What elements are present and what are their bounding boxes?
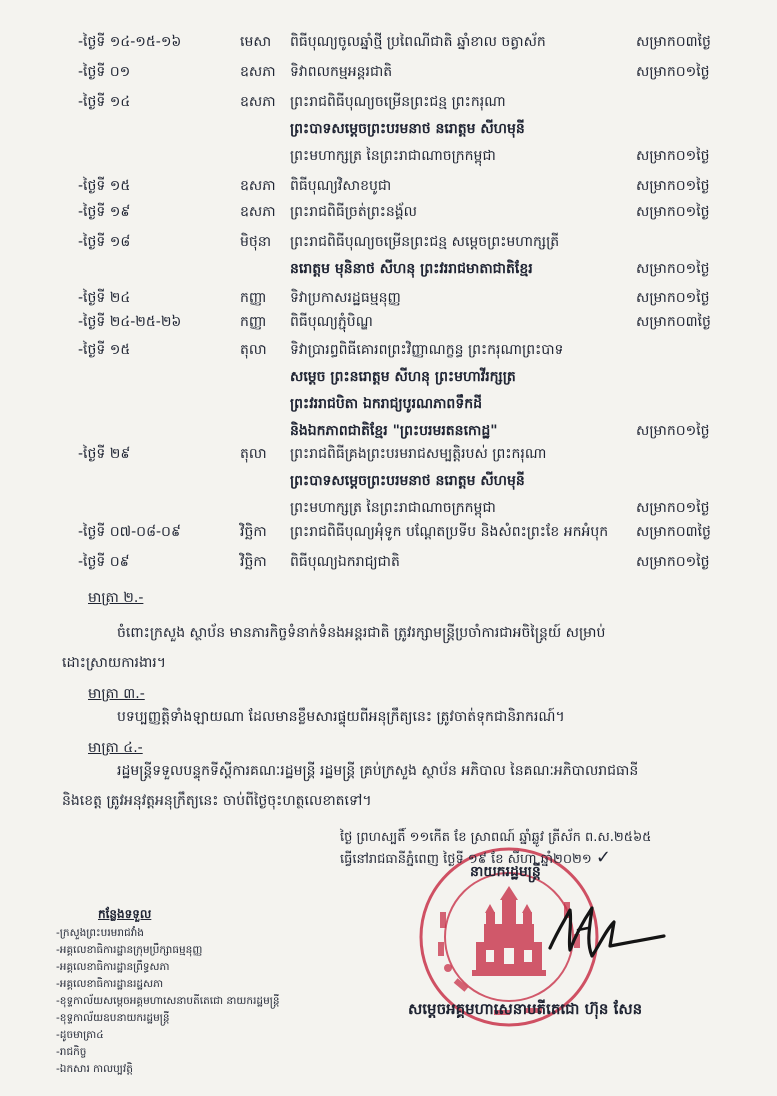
holiday-day: -ថ្ងៃទី ០៧-០៨-០៩	[78, 524, 181, 540]
recipient-item: -រាជកិច្ច	[56, 1046, 87, 1058]
holiday-days-off: សម្រាក០១ថ្ងៃ	[636, 290, 710, 306]
holiday-description-line: ពិធីបុណ្យចូលឆ្នាំថ្មី ប្រពៃណីជាតិ ឆ្នាំខាល ចត្វាស័ក	[290, 34, 546, 50]
holiday-description	[290, 288, 630, 315]
holiday-description-line: ទិវាប្រកាសរដ្ឋធម្មនុញ្ញ	[290, 290, 401, 306]
recipient-item: -ខុទ្ទកាល័យសម្តេចអគ្គមហាសេនាបតីតេជោ នាយករដ្ឋមន្ត្រី	[56, 995, 280, 1007]
lunar-date: ថ្ងៃ ព្រហស្បតិ៍ ១១កើត ខែ ស្រាពណ៍ ឆ្នាំឆ្លូវ ត្រីស័ក ព.ស.២៥៦៥	[340, 830, 652, 845]
article-3-text	[62, 702, 742, 732]
holiday-month: ឧសភា	[240, 64, 276, 80]
holiday-description-line: ព្រះរាជពិធីច្រត់ព្រះនង្គ័ល	[290, 204, 418, 220]
holiday-days-off: សម្រាក០១ថ្ងៃ	[636, 554, 710, 570]
holiday-description-line: និងឯកភាពជាតិខ្មែរ "ព្រះបរមរតនកោដ្ឋ"	[290, 423, 498, 439]
holiday-description-line: ព្រះមហាក្សត្រ នៃព្រះរាជាណាចក្រកម្ពុជា	[290, 500, 496, 516]
holiday-day: -ថ្ងៃទី ១៥	[78, 342, 131, 358]
holiday-day: -ថ្ងៃទី ២៩	[78, 446, 131, 462]
holiday-description	[290, 552, 630, 579]
holiday-day: -ថ្ងៃទី ១៩	[78, 204, 131, 220]
checkmark-icon: ✓	[595, 847, 611, 868]
holiday-month: វិច្ឆិកា	[240, 524, 267, 540]
holiday-days-off: សម្រាក០៣ថ្ងៃ	[636, 524, 711, 540]
holiday-days-off: សម្រាក០៣ថ្ងៃ	[636, 34, 711, 50]
recipient-item: -អគ្គលេខាធិការដ្ឋានរដ្ឋសភា	[56, 978, 164, 990]
article-2-line-1: ចំពោះក្រសួង ស្ថាប័ន មានភារកិច្ចទំនាក់ទំនងអន្តរជាតិ ត្រូវរក្សាមន្ត្រីប្រចាំការជាអចិន្ត្រៃយ៍ សម្រាប់	[117, 625, 606, 641]
holiday-days-off: សម្រាក០៣ថ្ងៃ	[636, 314, 711, 330]
holiday-day: -ថ្ងៃទី ១៥	[78, 178, 131, 194]
holiday-description-line: ព្រះរាជពិធីគ្រងព្រះបរមរាជសម្បត្តិរបស់ ព្រះករុណា	[290, 446, 547, 462]
holiday-month: វិច្ឆិកា	[240, 554, 267, 570]
signer-name: សម្តេចអគ្គមហាសេនាបតីតេជោ ហ៊ុន សែន	[408, 1000, 643, 1018]
holiday-description	[290, 444, 630, 525]
holiday-description-line: ពិធីបុណ្យឯករាជ្យជាតិ	[290, 554, 400, 570]
holiday-description	[290, 522, 630, 549]
holiday-days-off: សម្រាក០១ថ្ងៃ	[636, 500, 710, 516]
holiday-month: ឧសភា	[240, 204, 276, 220]
holiday-month: ឧសភា	[240, 178, 276, 194]
holiday-day: -ថ្ងៃទី ១៤-១៥-១៦	[78, 34, 182, 50]
holiday-days-off: សម្រាក០១ថ្ងៃ	[636, 204, 710, 220]
holiday-description	[290, 202, 630, 229]
recipient-item: -ដូចមាត្រា៤	[56, 1029, 104, 1041]
holiday-description	[290, 92, 630, 173]
holiday-description-line: ព្រះរាជពិធីបុណ្យចម្រើនព្រះជន្ម សម្តេចព្រះមហាក្សត្រី	[290, 234, 560, 250]
holiday-description	[290, 176, 630, 203]
article-2-line-2: ដោះស្រាយការងារ។	[62, 655, 166, 671]
holiday-days-off: សម្រាក០១ថ្ងៃ	[636, 178, 710, 194]
holiday-month: តុលា	[240, 446, 267, 462]
holiday-description-line: នរោត្តម មុនិនាថ សីហនុ ព្រះវររាជមាតាជាតិខ្មែរ	[290, 261, 533, 277]
decree-date-block	[340, 828, 760, 870]
article-4-line-1: រដ្ឋមន្ត្រីទទួលបន្ទុកទីស្តីការគណៈរដ្ឋមន្ត្រី រដ្ឋមន្ត្រី គ្រប់ក្រសួង ស្ថាប័ន អភិបាល នៃគណៈអភិបាលរាជធានី	[117, 763, 639, 779]
article-2-title: មាត្រា ២.-	[88, 590, 144, 606]
holiday-description-line: ទិវាប្រារព្ធពិធីគោរពព្រះវិញ្ញាណក្ខន្ធ ព្រះករុណាព្រះបាទ	[290, 342, 564, 358]
holiday-month: តុលា	[240, 342, 267, 358]
prime-minister-title: នាយករដ្ឋមន្ត្រី	[470, 864, 541, 880]
article-4-title: មាត្រា ៤.-	[88, 740, 143, 756]
holiday-description	[290, 340, 630, 448]
solar-date	[340, 848, 760, 870]
holiday-day: -ថ្ងៃទី ០១	[78, 64, 131, 80]
signature-icon	[540, 890, 670, 970]
holiday-description-line: សម្តេច ព្រះនរោត្តម សីហនុ ព្រះមហាវីរក្សត្រ	[290, 369, 516, 385]
holiday-description-line: ព្រះមហាក្សត្រ នៃព្រះរាជាណាចក្រកម្ពុជា	[290, 148, 496, 164]
article-4-line-2: និងខេត្ត ត្រូវអនុវត្តអនុក្រឹត្យនេះ ចាប់ពីថ្ងៃចុះហត្ថលេខាតទៅ។	[62, 793, 372, 809]
holiday-description-line: ព្រះបាទសម្តេចព្រះបរមនាថ នរោត្តម សីហមុនី	[290, 473, 525, 489]
holiday-day: -ថ្ងៃទី ២៤-២៥-២៦	[78, 314, 182, 330]
holiday-description	[290, 312, 630, 339]
holiday-day: -ថ្ងៃទី ១៨	[78, 234, 131, 250]
recipients-list	[56, 925, 280, 1078]
holiday-days-off: សម្រាក០១ថ្ងៃ	[636, 148, 710, 164]
holiday-description-line: ពិធីបុណ្យភ្ជុំបិណ្ឌ	[290, 314, 373, 330]
article-3-title: មាត្រា ៣.-	[88, 686, 145, 702]
holiday-days-off: សម្រាក០១ថ្ងៃ	[636, 423, 710, 439]
holiday-month: កញ្ញា	[240, 290, 267, 306]
holiday-day: -ថ្ងៃទី ០៩	[78, 554, 130, 570]
recipient-item: -អគ្គលេខាធិការដ្ឋានព្រឹទ្ធសភា	[56, 961, 170, 973]
holiday-day: -ថ្ងៃទី ១៤	[78, 94, 131, 110]
holiday-description	[290, 232, 630, 286]
article-4-text	[62, 756, 742, 816]
holiday-month: មិថុនា	[240, 234, 272, 250]
holiday-description-line: ព្រះរាជពិធីបុណ្យអុំទូក បណ្តែតប្រទីប និងសំពះព្រះខែ អកអំបុក	[290, 524, 609, 540]
recipient-item: -ខុទ្ទកាល័យឧបនាយករដ្ឋមន្ត្រី	[56, 1012, 170, 1024]
holiday-description	[290, 32, 630, 59]
recipient-item: -ក្រសួងព្រះបរមរាជវាំង	[56, 927, 144, 939]
recipient-item: -អគ្គលេខាធិការដ្ឋានក្រុមប្រឹក្សាធម្មនុញ្ញ	[56, 944, 203, 956]
holiday-description-line: ទិវាពលកម្មអន្តរជាតិ	[290, 64, 393, 80]
holiday-description-line: ព្រះបាទសម្តេចព្រះបរមនាថ នរោត្តម សីហមុនី	[290, 121, 525, 137]
holiday-month: កញ្ញា	[240, 314, 267, 330]
holiday-description-line: ព្រះវររាជបិតា ឯករាជ្យបូរណភាពទឹកដី	[290, 396, 482, 412]
recipient-item: -ឯកសារ កាលប្បវត្តិ	[56, 1063, 133, 1075]
holiday-days-off: សម្រាក០១ថ្ងៃ	[636, 64, 710, 80]
article-3-line-1: បទប្បញ្ញត្តិទាំងឡាយណា ដែលមានខ្លឹមសារផ្ទុយពីអនុក្រឹត្យនេះ ត្រូវចាត់ទុកជានិរាករណ៍។	[117, 709, 565, 725]
recipients-title: កន្លែងទទួល	[98, 907, 152, 921]
holiday-description	[290, 62, 630, 89]
holiday-description-line: ពិធីបុណ្យវិសាខបូជា	[290, 178, 392, 194]
holiday-day: -ថ្ងៃទី ២៤	[78, 290, 131, 306]
holiday-description-line: ព្រះរាជពិធីបុណ្យចម្រើនព្រះជន្ម ព្រះករុណា	[290, 94, 506, 110]
article-2-text	[62, 618, 742, 678]
solar-date-text: ធ្វើនៅរាជធានីភ្នំពេញ ថ្ងៃទី ១៩ ខែ សីហា ឆ្នាំ២០២១	[340, 852, 592, 867]
holiday-month: ឧសភា	[240, 94, 276, 110]
holiday-days-off: សម្រាក០១ថ្ងៃ	[636, 261, 710, 277]
holiday-month: មេសា	[240, 34, 272, 50]
